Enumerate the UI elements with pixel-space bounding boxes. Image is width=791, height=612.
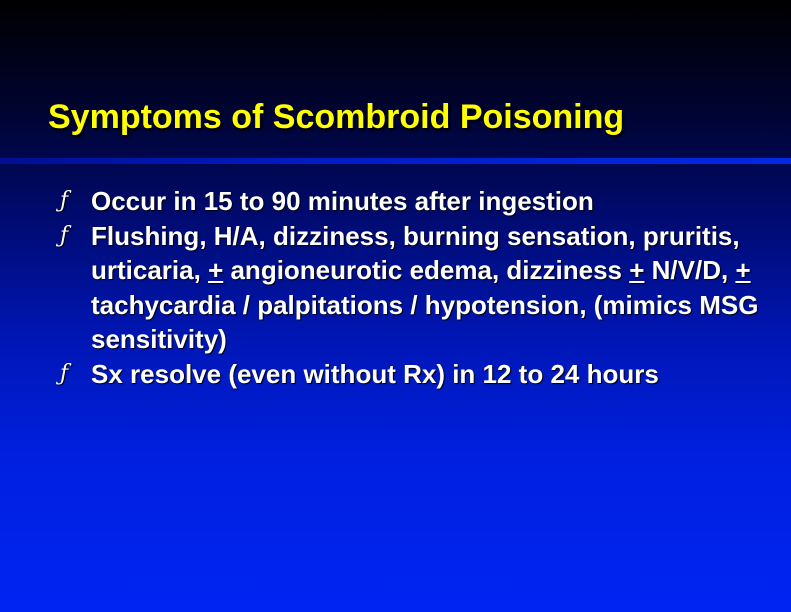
bullet-text: Sx resolve (even without Rx) in 12 to 24 hours [91,358,659,389]
bullet-item-symptoms [60,219,760,357]
bullet-icon: ƒ [60,222,69,248]
title-divider [0,158,791,164]
plus-minus-sign: + [629,255,645,285]
bullet-text-part: N/V/D, [644,255,736,285]
bullet-icon: ƒ [60,360,69,386]
bullet-text-part: angioneurotic edema, dizziness [223,255,630,285]
bullet-text: Occur in 15 to 90 minutes after ingestion [91,186,594,216]
plus-minus-sign: + [208,255,224,285]
bullet-text-part: Flushing, H/A, dizziness, burning sensation, pruritis, urticaria, [91,220,740,285]
bullet-text-part: tachycardia / palpitations / hypotension, (mimics MSG sensitivity) [91,289,759,354]
bullet-icon: ƒ [60,188,69,213]
bullet-item-resolution [60,357,760,392]
slide-title: Symptoms of Scombroid Poisoning [48,98,625,136]
bullet-item-onset [60,184,760,219]
bullet-list [60,184,760,391]
plus-minus-sign: + [735,255,751,285]
